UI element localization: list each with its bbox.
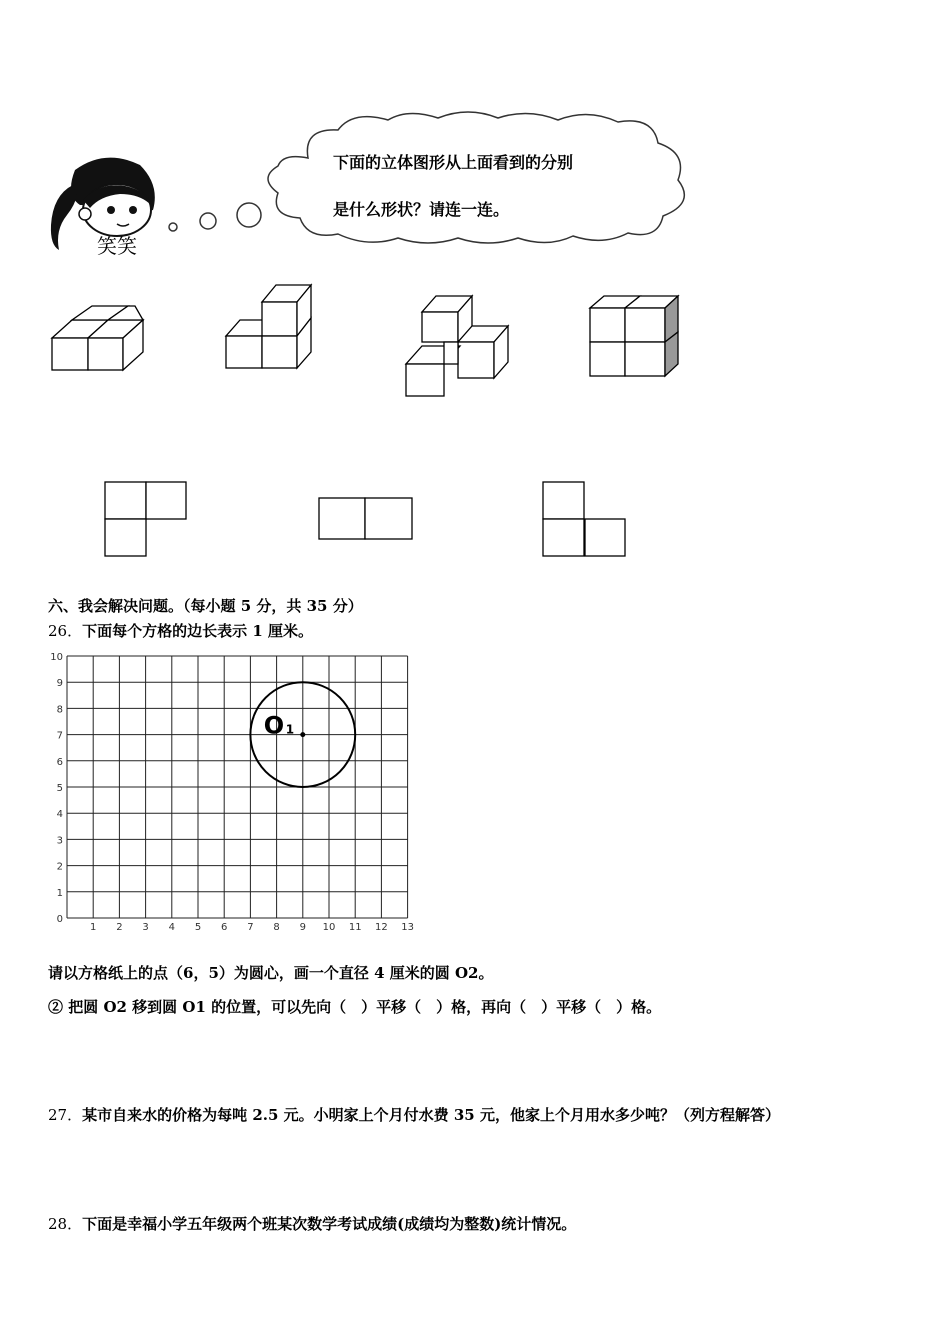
circle-o1-label: O [263, 711, 285, 740]
x-tick-label: 9 [299, 922, 306, 933]
q26-number: 26． [48, 622, 83, 640]
x-tick-label: 2 [116, 922, 123, 933]
y-tick-label: 9 [56, 678, 63, 690]
cloud-line-2: 是什么形状？请连一连。 [333, 200, 510, 219]
y-tick-label: 4 [56, 809, 63, 821]
girl-ponytail [51, 185, 77, 250]
x-tick-label: 10 [322, 922, 336, 933]
top-view-shapes [0, 470, 950, 570]
y-tick-label: 2 [56, 861, 63, 873]
top-view-3 [543, 482, 625, 556]
q26-text: 下面每个方格的边长表示 1 厘米。 [82, 622, 313, 640]
cloud-line-1: 下面的立体图形从上面看到的分别 [333, 153, 574, 172]
x-tick-label: 13 [401, 922, 414, 933]
y-tick-label: 0 [56, 914, 63, 925]
top-view-2 [319, 498, 412, 539]
y-tick-label: 6 [56, 756, 63, 768]
q26-part1: 请以方格纸上的点（6，5）为圆心，画一个直径 4 厘米的圆 O2。 [48, 964, 494, 982]
q28-prompt [48, 1213, 576, 1234]
speech-cloud [258, 108, 698, 248]
girl-label: 笑笑 [97, 234, 137, 258]
solid-figure-4 [590, 296, 678, 376]
solid-figure-1 [52, 306, 143, 370]
x-tick-label: 12 [375, 922, 388, 933]
circle-o1-center [300, 732, 305, 737]
girl-illustration [45, 150, 160, 260]
q27-number: 27． [48, 1106, 83, 1124]
y-tick-label: 8 [56, 704, 63, 716]
q27-text: 某市自来水的价格为每吨 2.5 元。小明家上个月付水费 35 元，他家上个月用水多少吨？（列方程解答） [82, 1106, 780, 1124]
x-tick-label: 11 [348, 922, 362, 933]
x-tick-label: 6 [221, 922, 228, 933]
x-tick-label: 8 [273, 922, 280, 933]
y-tick-label: 5 [56, 783, 63, 794]
coordinate-grid [0, 640, 440, 940]
q26-prompt [48, 620, 313, 641]
q27-prompt [48, 1104, 780, 1125]
x-tick-label: 4 [168, 922, 175, 933]
solid-figures [0, 280, 950, 410]
y-tick-label: 7 [56, 730, 63, 742]
top-view-1 [105, 482, 186, 556]
x-tick-label: 3 [142, 922, 149, 933]
y-tick-label: 3 [56, 835, 63, 847]
y-tick-label: 10 [50, 652, 63, 663]
solid-figure-3 [406, 296, 508, 396]
x-tick-label: 5 [194, 922, 202, 933]
section-six-heading: 六、我会解决问题。（每小题 5 分，共 35 分） [48, 597, 363, 615]
x-tick-label: 7 [247, 922, 254, 933]
circle-o1-subscript: 1 [285, 722, 295, 737]
thought-bubbles [165, 195, 265, 240]
solid-figure-2 [226, 285, 311, 368]
q28-text: 下面是幸福小学五年级两个班某次数学考试成绩(成绩均为整数)统计情况。 [82, 1215, 577, 1233]
q28-number: 28． [48, 1215, 83, 1233]
x-tick-label: 1 [90, 922, 97, 933]
q26-part2: ② 把圆 O2 移到圆 O1 的位置，可以先向（ ）平移（ ）格，再向（ ）平移（ ）格。 [48, 998, 662, 1016]
y-tick-label: 1 [56, 887, 63, 899]
